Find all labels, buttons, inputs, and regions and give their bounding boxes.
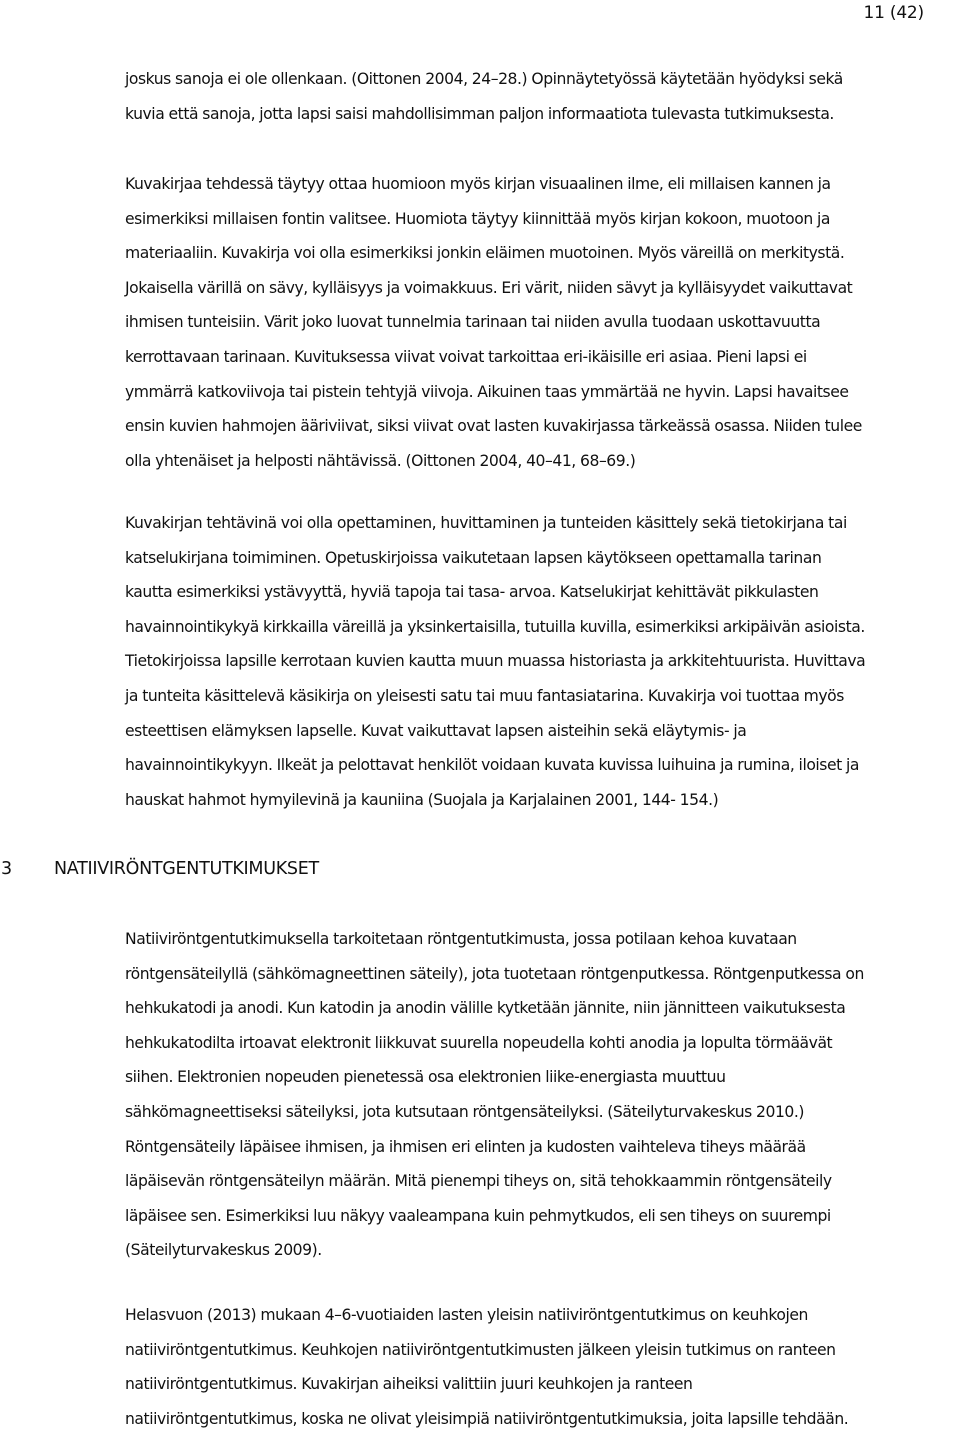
text-line: ymmärrä katkoviivoja tai pistein tehtyjä viivoja. Aikuinen taas ymmärtää ne hyvin. Lapsi havaitsee xyxy=(125,382,849,401)
paragraph-5 xyxy=(125,1298,960,1436)
text-line: esteettisen elämyksen lapselle. Kuvat vaikuttavat lapsen aisteihin sekä eläytymis- ja xyxy=(125,721,747,740)
text-line: joskus sanoja ei ole ollenkaan. (Oittonen 2004, 24–28.) Opinnäytetyössä käytetään hyödyksi sekä xyxy=(125,70,843,88)
text-line: Jokaisella värillä on sävy, kylläisyys ja voimakkuus. Eri värit, niiden sävyt ja kylläisyydet vaikuttavat xyxy=(125,278,853,297)
text-line: olla yhtenäiset ja helposti nähtävissä. (Oittonen 2004, 40–41, 68–69.) xyxy=(125,451,636,470)
text-line: natiiviröntgentutkimus, koska ne olivat yleisimpiä natiiviröntgentutkimuksia, joita lapsille tehdään. xyxy=(125,1409,849,1428)
paragraph-4 xyxy=(125,922,960,1268)
text-line: läpäisee sen. Esimerkiksi luu näkyy vaaleampana kuin pehmytkudos, eli sen tiheys on suurempi xyxy=(125,1206,831,1225)
text-line: natiiviröntgentutkimus. Keuhkojen natiiviröntgentutkimusten jälkeen yleisin tutkimus on ranteen xyxy=(125,1340,836,1359)
paragraph-2 xyxy=(125,167,960,478)
text-line: sähkömagneettiseksi säteilyksi, jota kutsutaan röntgensäteilyksi. (Säteilyturvakeskus 2010.) xyxy=(125,1102,805,1121)
section-number: 3 xyxy=(1,859,12,879)
text-line: läpäisevän röntgensäteilyn määrän. Mitä pienempi tiheys on, sitä tehokkaammin röntgensäteily xyxy=(125,1172,832,1191)
text-line: kerrottavaan tarinaan. Kuvituksessa viivat voivat tarkoittaa eri-ikäisille eri asiaa. Pieni lapsi ei xyxy=(125,347,807,366)
text-line: Tietokirjoissa lapsille kerrotaan kuvien kautta muun muassa historiasta ja arkkitehtuurista. Huvittava xyxy=(125,652,866,671)
text-line: Kuvakirjan tehtävinä voi olla opettaminen, huvittaminen ja tunteiden käsittely sekä tietokirjana tai xyxy=(125,514,847,532)
text-line: siihen. Elektronien nopeuden pienetessä osa elektronien liike-energiasta muuttuu xyxy=(125,1068,726,1087)
text-line: Kuvakirjaa tehdessä täytyy ottaa huomioon myös kirjan visuaalinen ilme, eli millaisen kannen ja xyxy=(125,175,831,193)
text-line: hehkukatodi ja anodi. Kun katodin ja anodin välille kytketään jännite, niin jännitteen vaikutuksesta xyxy=(125,999,846,1018)
text-line: havainnointikykyä kirkkailla väreillä ja yksinkertaisilla, tutuilla kuvilla, esimerkiksi arkipäivän asioista. xyxy=(125,617,865,636)
text-line: havainnointikykyyn. Ilkeät ja pelottavat henkilöt voidaan kuvata kuvissa luihuina ja rumina, iloiset ja xyxy=(125,756,859,775)
text-line: hauskat hahmot hymyilevinä ja kauniina (Suojala ja Karjalainen 2001, 144- 154.) xyxy=(125,790,719,809)
text-line: ensin kuvien hahmojen ääriviivat, siksi viivat ovat lasten kuvakirjassa tärkeässä osassa. Niiden tulee xyxy=(125,417,862,436)
text-line: materiaaliin. Kuvakirja voi olla esimerkiksi jonkin eläimen muotoinen. Myös väreillä on merkitystä. xyxy=(125,244,845,263)
text-line: röntgensäteilyllä (sähkömagneettinen säteily), jota tuotetaan röntgenputkessa. Röntgenputkessa on xyxy=(125,964,864,983)
text-line: natiiviröntgentutkimus. Kuvakirjan aiheiksi valittiin juuri keuhkojen ja ranteen xyxy=(125,1375,693,1394)
text-line: katselukirjana toimiminen. Opetuskirjoissa vaikutetaan lapsen käytökseen opettamalla tarinan xyxy=(125,548,822,567)
text-line: ja tunteita käsittelevä käsikirja on yleisesti satu tai muu fantasiatarina. Kuvakirja voi tuottaa myös xyxy=(125,686,844,705)
text-line: Röntgensäteily läpäisee ihmisen, ja ihmisen eri elinten ja kudosten vaihteleva tiheys määrää xyxy=(125,1137,806,1156)
paragraph-1 xyxy=(125,62,960,131)
text-line: ihmisen tunteisiin. Värit joko luovat tunnelmia tarinaan tai niiden avulla tuodaan uskottavuutta xyxy=(125,313,821,332)
text-line: kautta esimerkiksi ystävyyttä, hyviä tapoja tai tasa- arvoa. Katselukirjat kehittävät pikkulasten xyxy=(125,583,819,602)
text-line: Helasvuon (2013) mukaan 4–6-vuotiaiden lasten yleisin natiiviröntgentutkimus on keuhkojen xyxy=(125,1306,808,1324)
paragraph-3 xyxy=(125,506,960,817)
text-line: Natiiviröntgentutkimuksella tarkoitetaan röntgentutkimusta, jossa potilaan kehoa kuvataan xyxy=(125,930,797,948)
section-title: NATIIVIRÖNTGENTUTKIMUKSET xyxy=(54,859,319,879)
text-line: kuvia että sanoja, jotta lapsi saisi mahdollisimman paljon informaatiota tulevasta tutkimuksesta. xyxy=(125,104,834,123)
text-line: hehkukatodilta irtoavat elektronit liikkuvat suurella nopeudella kohti anodia ja lopulta törmäävät xyxy=(125,1033,833,1052)
page-number: 11 (42) xyxy=(863,3,924,23)
text-line: (Säteilyturvakeskus 2009). xyxy=(125,1241,322,1260)
text-line: esimerkiksi millaisen fontin valitsee. Huomiota täytyy kiinnittää myös kirjan kokoon, muotoon ja xyxy=(125,209,830,228)
